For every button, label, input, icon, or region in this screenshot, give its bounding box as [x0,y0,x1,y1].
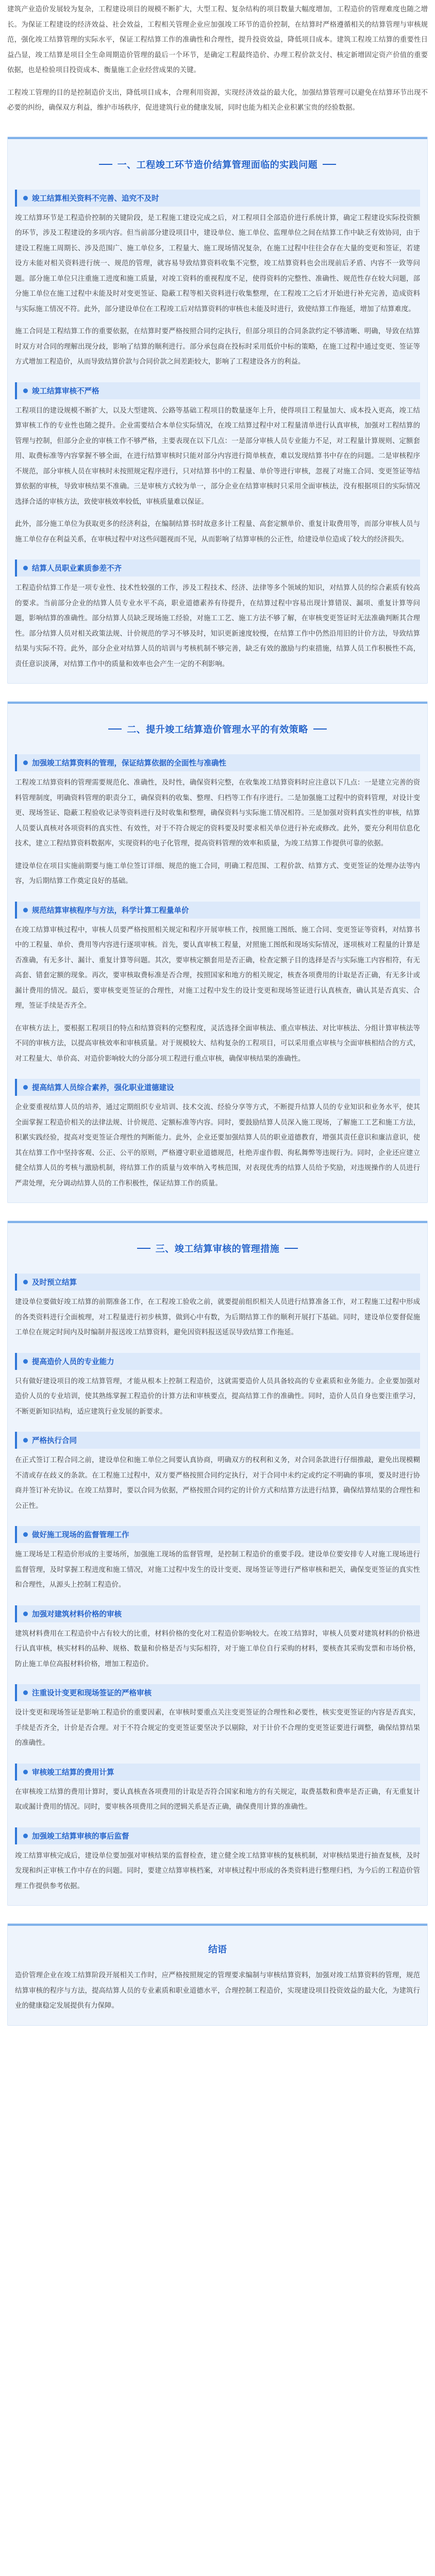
bullet-dot-icon [23,1438,28,1443]
section-3-heading [8,1221,427,1266]
paragraph: 工程造价结算工作是一项专业性、技术性较强的工作，涉及工程技术、经济、法律等多个领域的知识，对结算人员的综合素质有较高的要求。当前部分企业的结算人员专业水平不高，职业道德素养有待提升，在结算过程中容易出现计算错误、漏项、重复计算等问题，影响结算的准确性。部分结算人员缺乏现场施工经验，对施工工艺、施工方法不够了解，在审核变更签证时无法准确判断其合理性。部分结算人员对相关政策法规、计价规范的学习不够及时，知识更新速度较慢，在结算工作中仍然沿用旧的计价方法，导致结算结果与实际不符。此外，部分企业对结算人员的培训与考核机制不够完善，缺乏有效的激励与约束措施，结算人员工作积极性不高，责任意识淡薄，对结算工作中的质量和效率也会产生一定的不利影响。 [15,584,420,668]
subheading-title: 结算人员职业素质参差不齐 [32,565,122,573]
conclusion-title: 结语 [208,1944,227,1955]
subheading-title: 严格执行合同 [32,1437,77,1445]
heading-rule-right [313,728,327,730]
paragraph: 设计变更和现场签证是影响工程造价的重要因素，在审核时要重点关注变更签证的合理性和必要性，核实变更签证的内容是否真实，手续是否齐全，计价是否合理。对于不符合规定的变更签证要坚决予以剔除，对于计价不合理的变更签证要进行调整，确保结算结果的准确性。 [15,1709,420,1747]
paragraph: 在审核方法上，要根据工程项目的特点和结算资料的完整程度，灵活选择全面审核法、重点审核法、对比审核法、分组计算审核法等不同的审核方法，以提高审核效率和审核质量。对于规模较大、结构复杂的工程项目，可以采用重点审核与全面审核相结合的方式，对工程量大、单价高、对造价影响较大的分部分项工程进行重点审核，确保审核结果的准确性。 [15,1024,420,1063]
paragraph: 建设单位要做好竣工结算的前期准备工作，在工程竣工验收之前，就要提前组织相关人员进行结算准备工作，对工程施工过程中形成的各类资料进行全面梳理，对工程量进行初步核算，做到心中有数，为后期结算工作的顺利开展打下基础。同时，建设单位要督促施工单位在规定时间内及时编制并报送竣工结算资料，避免因资料报送延误导致结算工作拖延。 [15,1298,420,1336]
heading-rule-right [285,1248,298,1249]
section-2-heading [8,702,427,747]
subheading-title: 竣工结算相关资料不完善、追究不及时 [32,194,159,203]
bullet-dot-icon [23,760,28,765]
bullet-dot-icon [23,1532,28,1537]
paragraph: 只有做好建设项目的竣工结算管理，才能从根本上控制工程造价，这就需要造价人员具备较高的专业素质和业务能力。企业要加强对造价人员的专业培训，使其熟练掌握工程造价的计算方法和审核要点，提高结算工作的准确性。同时，造价人员自身也要注重学习，不断更新知识结构，适应建筑行业发展的新要求。 [15,1377,420,1416]
subheading-title: 做好施工现场的监督管理工作 [32,1531,129,1539]
bullet-dot-icon [23,1359,28,1364]
subheading-title: 注重设计变更和现场签证的严格审核 [32,1689,152,1698]
paragraph: 在正式签订工程合同之前，建设单位和施工单位之间要认真协商，明确双方的权利和义务，对合同条款进行仔细推敲，避免出现模糊不清或存在歧义的条款。在工程施工过程中，双方要严格按照合同约定执行，对于合同中未约定或约定不明确的事项，要及时进行协商并签订补充协议。在竣工结算时，要以合同为依据，严格按照合同约定的计价方式和结算方法进行结算，确保结算结果的合理性和公正性。 [15,1456,420,1510]
subheading-title: 加强对建筑材料价格的审核 [32,1610,122,1619]
subheading-title: 提高结算人员综合素养，强化职业道德建设 [32,1084,174,1092]
subheading-3-5 [15,1605,420,1622]
paragraph: 竣工结算审核完成后，建设单位要加强对审核结果的监督检查，建立健全竣工结算审核的复核机制，对审核结果进行抽查复核，及时发现和纠正审核工作中存在的问题。同时，要建立结算审核档案，对审核过程中形成的各类资料进行整理归档，为今后的工程造价管理工作提供参考依据。 [15,1852,420,1890]
subheading-2-2 [15,902,420,919]
subheading-3-3 [15,1432,420,1449]
bullet-dot-icon [23,196,28,200]
paragraph: 企业要重视结算人员的培养，通过定期组织专业培训、技术交流、经验分享等方式，不断提升结算人员的专业知识和业务水平，使其全面掌握工程造价相关的法律法规、计价规范、定额标准等内容。同时，要鼓励结算人员深入施工现场，了解施工工艺和施工方法，积累实践经验，提高对变更签证合理性的判断能力。此外，企业还要加强结算人员的职业道德教育，增强其责任意识和廉洁意识，使其在结算工作中坚持客观、公正、公平的原则，严格遵守职业道德规范，杜绝弄虚作假、徇私舞弊等违规行为。同时，企业还应建立健全结算人员的考核与激励机制，将结算工作的质量与效率纳入考核范围，对表现优秀的结算人员给予奖励，对违规操作的人员进行严肃处理，充分调动结算人员的工作积极性，保证结算工作的质量。 [15,1104,420,1188]
section-2 [7,701,428,1203]
subheading-3-1 [15,1274,420,1291]
paragraph: 施工现场是工程造价形成的主要场所，加强施工现场的监督管理，是控制工程造价的重要手段。建设单位要安排专人对施工现场进行监督管理，及时掌握工程进度和施工情况，对施工过程中发生的设计变更、现场签证等进行严格审核和把关，确保变更签证的真实性和合理性，从源头上控制工程造价。 [15,1551,420,1589]
subheading-1-1 [15,190,420,207]
heading-rule-left [137,1248,150,1249]
subheading-1-3 [15,560,420,577]
paragraph: 竣工结算环节是工程造价控制的关键阶段，是工程施工建设完成之后，对工程项目全部造价进行系统计算，确定工程建设实际投资额的环节，涉及工程建设的多项内容。但当前部分建设项目中，建设单位、施工单位、监理单位之间在结算工作中缺乏有效协同，由于建设工程施工周期长、涉及范围广、施工单位多，工程量大、施工现场情况复杂，在施工过程中往往会存在大量的变更和签证，若建设方未能对相关资料进行统一、规范的管理，就容易导致结算资料收集不完整，竣工结算资料也会出现前后矛盾、内容不一致等问题。部分施工单位只注重施工进度和施工质量，对竣工资料的重视程度不足，使得资料的完整性、准确性、规范性存在较大问题，部分施工单位在施工过程中未能及时对变更签证、隐蔽工程等相关资料进行收集整理，在工程竣工之后才开始进行补充完善，造成资料与实际施工情况不符。此外，部分建设单位在工程竣工后对结算资料的审核也未能及时进行，致使结算工作拖延，增加了结算难度。 [15,214,420,313]
subheading-3-2 [15,1353,420,1370]
subheading-1-2 [15,382,420,399]
subheading-title: 审核竣工结算的费用计算 [32,1768,114,1777]
subheading-2-1 [15,754,420,771]
bullet-dot-icon [23,1280,28,1284]
paragraph: 在审核竣工结算的费用计算时，要认真核查各项费用的计取是否符合国家和地方的有关规定，取费基数和费率是否正确，有无重复计取或漏计费用的情况。同时，要审核各项费用之间的逻辑关系是否正确，确保费用计算的准确性。 [15,1788,420,1811]
section-3 [7,1221,428,1906]
bullet-dot-icon [23,1612,28,1616]
paragraph: 建设单位在项目实施前期要与施工单位签订详细、规范的施工合同，明确工程范围、工程价款、结算方式、变更签证的处理办法等内容，为后期结算工作奠定良好的基础。 [15,862,420,885]
paragraph: 工程竣工结算资料的管理需要规范化、准确性，及时性，确保资料完整，在收集竣工结算资料时应注意以下几点：一是建立完善的资料管理制度，明确资料管理的职责分工，确保资料的收集、整理、归档等工作有序进行。二是加强施工过程中的资料管理，对设计变更、现场签证、隐蔽工程验收记录等资料进行及时收集和整理，确保资料与实际施工情况相符。三是加强对资料真实性的审核，结算人员要认真核对各项资料的真实性、有效性，对于不符合规定的资料要及时要求相关单位进行补充或修改。此外，要充分利用信息化技术，建立工程结算资料数据库，实现资料的电子化管理，提高资料管理的效率和质量，为竣工结算工作提供可靠的依据。 [15,779,420,848]
paragraph: 工程项目的建设规模不断扩大，以及大型建筑、公路等基础工程项目的数量逐年上升，使得项目工程量加大、成本投入更高，竣工结算审核工作的专业性也随之提升。企业需要结合本单位实际情况，在竣工结算过程中对工程量清单进行认真审核，加强对工程结算的管理与控制，但部分企业的审核工作不够严格，主要表现在以下几点：一是部分审核人员专业能力不足，对工程量计算规则、定额套用、取费标准等内容掌握不够全面，在进行结算审核时只能对部分内容进行简单核查，难以发现结算书中存在的问题。二是审核程序不规范，部分审核人员在审核时未按照规定程序进行，只对结算书中的工程量、单价等进行审核，忽视了对施工合同、变更签证等结算依据的审核，导致审核结果不准确。三是审核方式较为单一，部分企业在结算审核时只采用全面审核法，没有根据项目的实际情况选择合适的审核方法，致使审核效率较低，审核质量难以保证。 [15,406,420,506]
bullet-dot-icon [23,1770,28,1774]
paragraph: 此外，部分施工单位为获取更多的经济利益，在编制结算书时故意多计工程量、高套定额单价、重复计取费用等，而部分审核人员与施工单位存在利益关系，在审核过程中对这些问题视而不见，从而影响了结算审核的公正性，给建设单位造成了较大的经济损失。 [15,520,420,544]
bullet-dot-icon [23,1834,28,1838]
heading-rule-right [323,164,336,165]
subheading-title: 规范结算审核程序与方法，科学计算工程量单价 [32,906,189,915]
bullet-dot-icon [23,908,28,912]
section-2-title: 二、提升竣工结算造价管理水平的有效策略 [127,724,308,735]
subheading-3-6 [15,1684,420,1701]
intro-paragraph-2: 工程竣工管理的目的是控制造价支出，降低项目成本，合理利用资源，实现经济效益的最大化，加强结算管理可以避免在结算环节出现不必要的纠纷，确保双方利益，维护市场秩序，促进建筑行业的健康发展，同时也能为相关企业积累宝贵的经验数据。 [7,89,428,112]
heading-rule-left [99,164,112,165]
section-1-title: 一、工程竣工环节造价结算管理面临的实践问题 [117,159,318,171]
subheading-2-3 [15,1079,420,1096]
paragraph: 施工合同是工程结算工作的重要依据，在结算时要严格按照合同约定执行，但部分项目的合同条款约定不够清晰、明确，导致在结算时双方对合同的理解出现分歧，影响了结算的顺利进行。部分承包商在投标时采用低价中标的策略，在施工过程中通过变更、签证等方式增加工程造价，从而导致结算价款与合同价款之间差距较大，影响了工程建设各方的利益。 [15,328,420,366]
subheading-3-4 [15,1526,420,1543]
subheading-3-8 [15,1827,420,1844]
conclusion-section [7,1923,428,2026]
subheading-title: 加强竣工结算审核的事后监督 [32,1832,129,1841]
subheading-title: 加强竣工结算资料的管理，保证结算依据的全面性与准确性 [32,759,226,768]
subheading-3-7 [15,1764,420,1781]
bullet-dot-icon [23,388,28,393]
heading-rule-left [108,728,122,730]
article-page [0,2,435,2576]
section-1 [7,137,428,684]
intro-section [0,2,435,116]
subheading-title: 竣工结算审核不严格 [32,387,99,396]
section-1-heading [8,137,427,182]
bullet-dot-icon [23,566,28,570]
bullet-dot-icon [23,1690,28,1695]
intro-paragraph-1: 建筑产业造价发展较为复杂，工程建设项目的规模不断扩大，大型工程、复杂结构的项目数量大幅度增加，工程造价的管理难度也随之增长。为保证工程建设的经济效益、社会效益，工程相关管理企业应加强竣工环节的造价控制，在结算时严格遵循相关的结算管理与审核规范，强化竣工结算管理的实际水平，保证工程结算工作的准确性和合理性，提升投资效益，降低项目成本。建筑工程竣工结算的重要性日益凸显，竣工结算是项目全生命周期造价管理的最后一个环节，是确定工程最终造价、办理工程价款支付、核定新增固定资产价值的重要依据，也是检验项目投资成本、衡量施工企业经营成果的关键。 [7,6,428,74]
paragraph: 建筑材料费用在工程造价中占有较大的比重，材料价格的变化对工程造价影响较大。在竣工结算时，审核人员要对建筑材料的价格进行认真审核，核实材料的品种、规格、数量和价格是否与实际相符，对于施工单位自行采购的材料，要核查其采购发票和市场价格，防止施工单位高报材料价格，增加工程造价。 [15,1630,420,1668]
conclusion-heading [8,1924,427,1966]
section-3-title: 三、竣工结算审核的管理措施 [155,1244,280,1255]
conclusion-paragraph: 造价管理企业在竣工结算阶段开展相关工作时，应严格按照规定的管理要求编制与审核结算资料，加强对竣工结算资料的管理，规范结算审核的程序与方法，提高结算人员的专业素质和职业道德水平，合理控制工程造价，实现建设项目投资效益的最大化，为建筑行业的健康稳定发展提供有力保障。 [15,1972,420,2010]
subheading-title: 提高造价人员的专业能力 [32,1358,114,1366]
paragraph: 在竣工结算审核过程中，审核人员要严格按照相关规定和程序开展审核工作，按照施工图纸、施工合同、变更签证等资料，对结算书中的工程量、单价、费用等内容进行逐项审核。首先，要认真审核工程量，对照施工图纸和现场实际情况，逐项核对工程量的计算是否准确，有无多计、漏计、重复计算等问题。其次，要审核定额套用是否正确，检查定额子目的选择是否与实际施工内容相符，有无高套、错套定额的现象。再次，要审核取费标准是否合理，按照国家和地方的相关规定，核查各项费用的计取是否正确，有无多计或漏计费用的情况。最后，要审核变更签证的合理性，对施工过程中发生的设计变更和现场签证进行认真核查，确认其是否真实、合理，签证手续是否齐全。 [15,926,420,1010]
bullet-dot-icon [23,1085,28,1090]
subheading-title: 及时预立结算 [32,1279,77,1287]
